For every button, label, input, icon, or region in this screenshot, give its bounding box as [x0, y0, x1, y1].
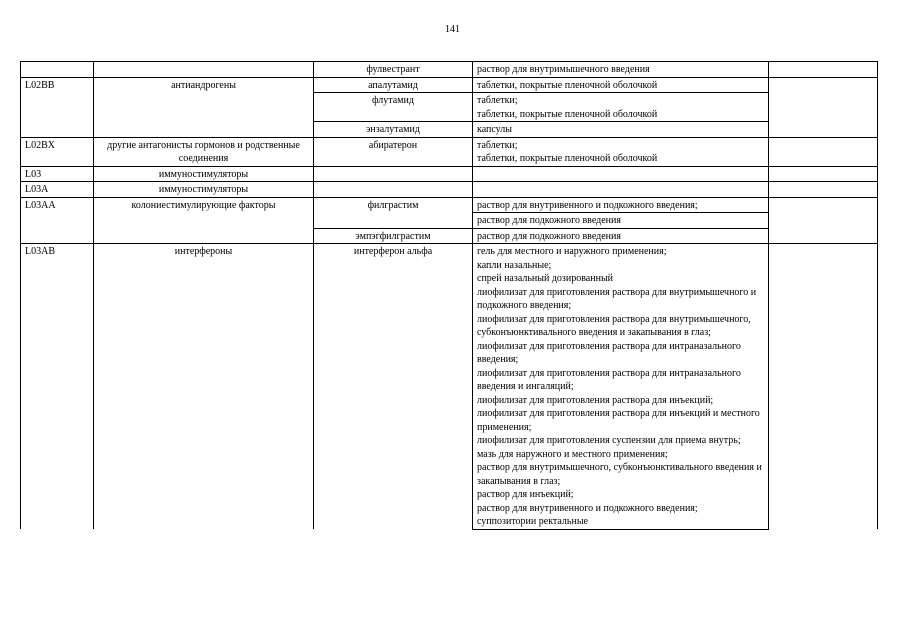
- atc-code-cell: L02BB: [21, 77, 94, 137]
- atc-code-cell: L03: [21, 166, 94, 182]
- dosage-form-cell: гель для местного и наружного применения; капли назальные; спрей назальный дозированный лиофилизат для приготовления раствора для внутримышечного и подкожного введения; лиофилизат для приготовления раствора для внутримышечного, субконъюнктивального введения и закапывания в глаз; лиофилизат для приготовления раствора для интраназального введения; лиофилизат для приготовления раствора для интраназального введения и ингаляций; лиофилизат для приготовления раствора для инъекций; лиофилизат для приготовления раствора для инъекций и местного применения; лиофилизат для приготовления суспензии для приема внутрь; мазь для наружного и местного применения; раствор для внутримышечного, субконъюнктивального введения и закапывания в глаз; раствор для инъекций; раствор для внутривенного и подкожного введения; суппозитории ректальные: [473, 244, 769, 530]
- dosage-form-cell: раствор для подкожного введения: [473, 228, 769, 244]
- group-cell: другие антагонисты гормонов и родственные соединения: [94, 137, 314, 166]
- inn-cell: [314, 166, 473, 182]
- group-cell: иммуностимуляторы: [94, 166, 314, 182]
- inn-cell: филграстим: [314, 197, 473, 228]
- inn-cell: абиратерон: [314, 137, 473, 166]
- dosage-form-cell: [473, 182, 769, 198]
- inn-cell: фулвестрант: [314, 62, 473, 78]
- dosage-form-cell: таблетки, покрытые пленочной оболочкой: [473, 77, 769, 93]
- dosage-form-cell: таблетки; таблетки, покрытые пленочной оболочкой: [473, 137, 769, 166]
- blank-cell: [769, 166, 878, 182]
- group-cell: интерфероны: [94, 244, 314, 530]
- dosage-form-cell: раствор для внутривенного и подкожного введения;: [473, 197, 769, 213]
- inn-cell: апалутамид: [314, 77, 473, 93]
- table-row: [21, 244, 878, 530]
- medicines-table: [20, 61, 878, 530]
- atc-code-cell: L03AA: [21, 197, 94, 244]
- blank-cell: [769, 77, 878, 137]
- inn-cell: эмпэгфилграстим: [314, 228, 473, 244]
- dosage-form-cell: капсулы: [473, 122, 769, 138]
- blank-cell: [769, 197, 878, 244]
- dosage-form-cell: [473, 166, 769, 182]
- blank-cell: [769, 62, 878, 78]
- blank-cell: [769, 182, 878, 198]
- table-row: [21, 197, 878, 213]
- inn-cell: энзалутамид: [314, 122, 473, 138]
- group-cell: [94, 62, 314, 78]
- blank-cell: [769, 137, 878, 166]
- table-row: [21, 166, 878, 182]
- atc-code-cell: [21, 62, 94, 78]
- inn-cell: интерферон альфа: [314, 244, 473, 530]
- table-row: [21, 182, 878, 198]
- dosage-form-cell: раствор для внутримышечного введения: [473, 62, 769, 78]
- table-row: [21, 77, 878, 93]
- table-row: [21, 62, 878, 78]
- dosage-form-cell: раствор для подкожного введения: [473, 213, 769, 229]
- blank-cell: [769, 244, 878, 530]
- atc-code-cell: L02BX: [21, 137, 94, 166]
- group-cell: иммуностимуляторы: [94, 182, 314, 198]
- page-number: 141: [445, 24, 460, 35]
- inn-cell: [314, 182, 473, 198]
- group-cell: колониестимулирующие факторы: [94, 197, 314, 244]
- group-cell: антиандрогены: [94, 77, 314, 137]
- inn-cell: флутамид: [314, 93, 473, 122]
- dosage-form-cell: таблетки; таблетки, покрытые пленочной оболочкой: [473, 93, 769, 122]
- atc-code-cell: L03AB: [21, 244, 94, 530]
- atc-code-cell: L03A: [21, 182, 94, 198]
- table-row: [21, 137, 878, 166]
